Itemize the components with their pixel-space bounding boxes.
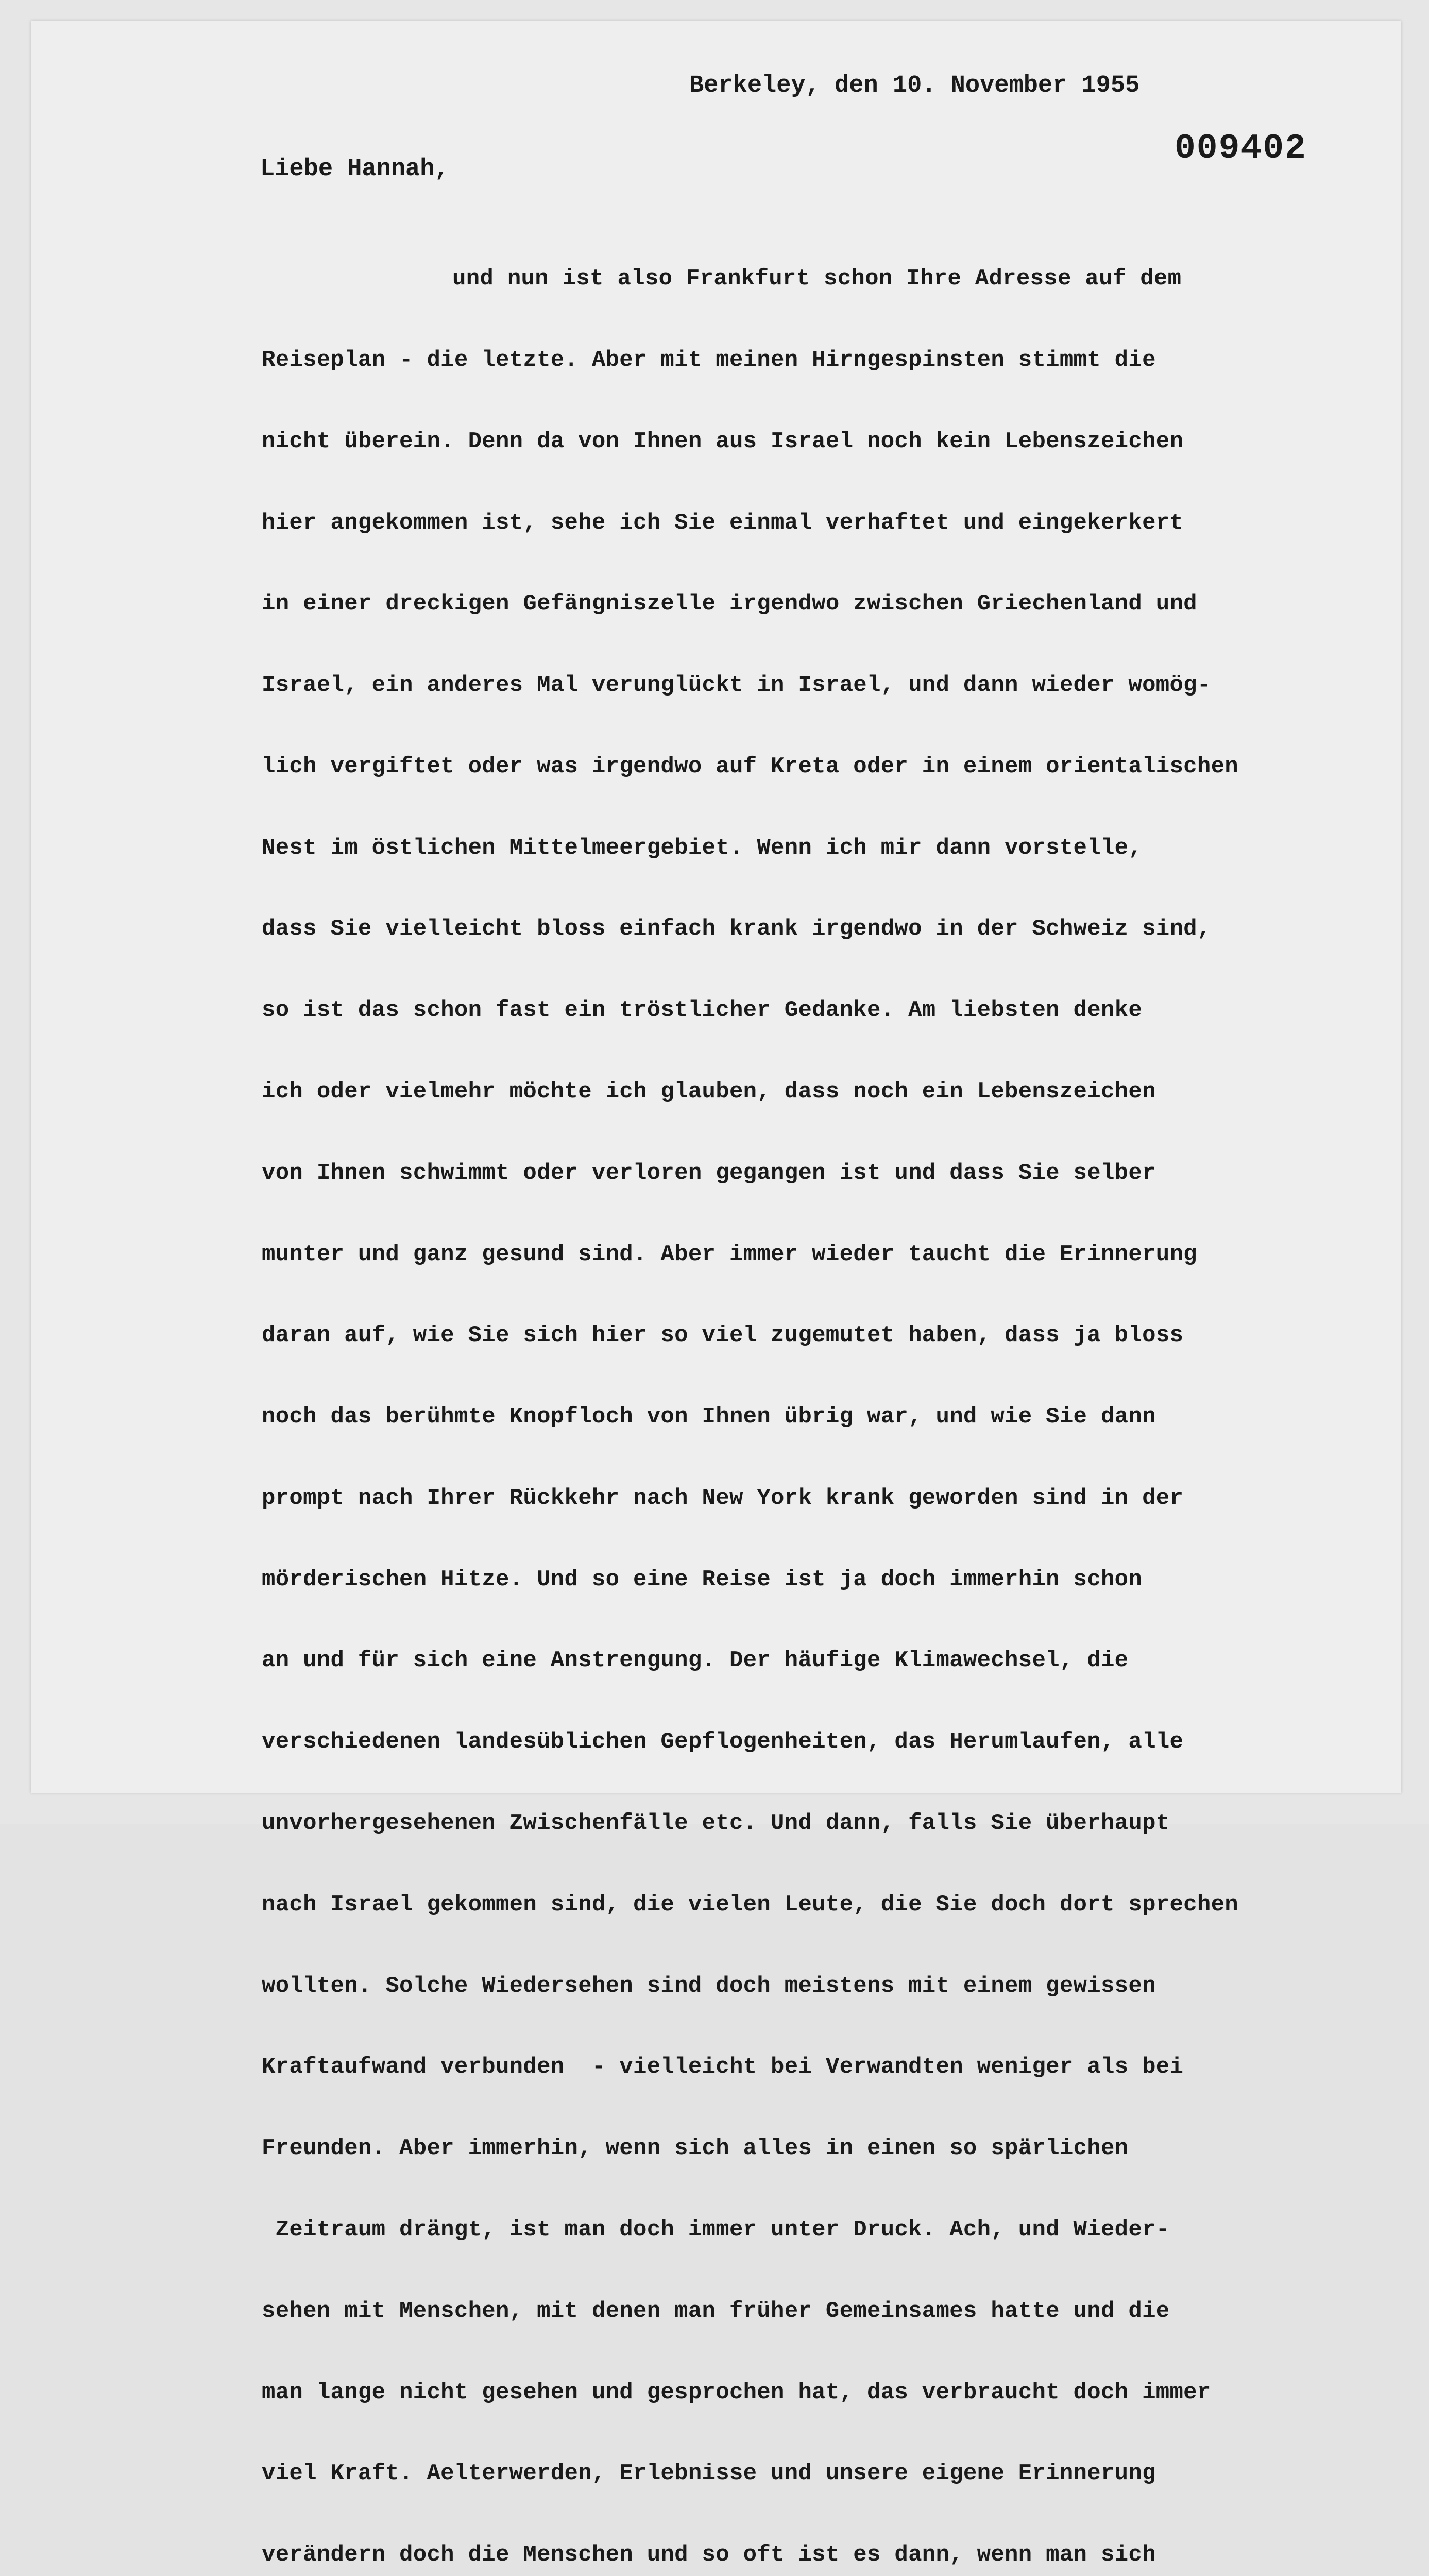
body-line: Israel, ein anderes Mal verunglückt in Israel, und dann wieder womög- xyxy=(262,672,1211,699)
salutation: Liebe Hannah, xyxy=(260,156,449,183)
body-line: so ist das schon fast ein tröstlicher Gedanke. Am liebsten denke xyxy=(262,997,1143,1024)
body-line: verändern doch die Menschen und so oft ist es dann, wenn man sich xyxy=(262,2542,1156,2568)
body-line: Kraftaufwand verbunden - vielleicht bei Verwandten weniger als bei xyxy=(262,2054,1184,2080)
body-line: viel Kraft. Aelterwerden, Erlebnisse und unsere eigene Erinnerung xyxy=(262,2461,1156,2487)
body-line: ich oder vielmehr möchte ich glauben, dass noch ein Lebenszeichen xyxy=(262,1079,1156,1105)
body-line: lich vergiftet oder was irgendwo auf Kreta oder in einem orientalischen xyxy=(262,753,1239,779)
body-line: unvorhergesehenen Zwischenfälle etc. Und dann, falls Sie überhaupt xyxy=(262,1810,1170,1837)
body-line: in einer dreckigen Gefängniszelle irgendwo zwischen Griechenland und xyxy=(262,591,1197,617)
body-line: sehen mit Menschen, mit denen man früher Gemeinsames hatte und die xyxy=(262,2298,1170,2324)
body-line: wollten. Solche Wiedersehen sind doch meistens mit einem gewissen xyxy=(262,1973,1156,1999)
body-line: munter und ganz gesund sind. Aber immer wieder taucht die Erinnerung xyxy=(262,1241,1197,1267)
body-line: man lange nicht gesehen und gesprochen hat, das verbraucht doch immer xyxy=(262,2379,1211,2405)
archive-number: 009402 xyxy=(1175,129,1307,168)
letter-sheet xyxy=(31,21,1401,2568)
body-line: und nun ist also Frankfurt schon Ihre Adresse auf dem xyxy=(452,266,1182,292)
body-line: mörderischen Hitze. Und so eine Reise ist ja doch immerhin schon xyxy=(262,1566,1143,1592)
body-line: Reiseplan - die letzte. Aber mit meinen Hirngespinsten stimmt die xyxy=(262,347,1156,373)
body-line: prompt nach Ihrer Rückkehr nach New York krank geworden sind in der xyxy=(262,1485,1184,1511)
body-line: Zeitraum drängt, ist man doch immer unter Druck. Ach, und Wieder- xyxy=(262,2216,1170,2243)
body-line: verschiedenen landesüblichen Gepflogenheiten, das Herumlaufen, alle xyxy=(262,1729,1184,1755)
body-line: noch das berühmte Knopfloch von Ihnen übrig war, und wie Sie dann xyxy=(262,1404,1156,1430)
letter-body xyxy=(262,211,1429,2576)
body-line: Freunden. Aber immerhin, wenn sich alles in einen so spärlichen xyxy=(262,2136,1129,2162)
body-line: an und für sich eine Anstrengung. Der häufige Klimawechsel, die xyxy=(262,1648,1129,1674)
body-line: nicht überein. Denn da von Ihnen aus Israel noch kein Lebenszeichen xyxy=(262,428,1184,454)
body-line: Nest im östlichen Mittelmeergebiet. Wenn ich mir dann vorstelle, xyxy=(262,835,1143,861)
body-line: daran auf, wie Sie sich hier so viel zugemutet haben, dass ja bloss xyxy=(262,1323,1184,1349)
body-line: dass Sie vielleicht bloss einfach krank irgendwo in der Schweiz sind, xyxy=(262,916,1211,942)
place-date: Berkeley, den 10. November 1955 xyxy=(689,72,1140,99)
body-line: hier angekommen ist, sehe ich Sie einmal verhaftet und eingekerkert xyxy=(262,510,1184,536)
body-line: von Ihnen schwimmt oder verloren gegangen ist und dass Sie selber xyxy=(262,1160,1156,1186)
body-line: nach Israel gekommen sind, die vielen Leute, die Sie doch dort sprechen xyxy=(262,1891,1239,1918)
